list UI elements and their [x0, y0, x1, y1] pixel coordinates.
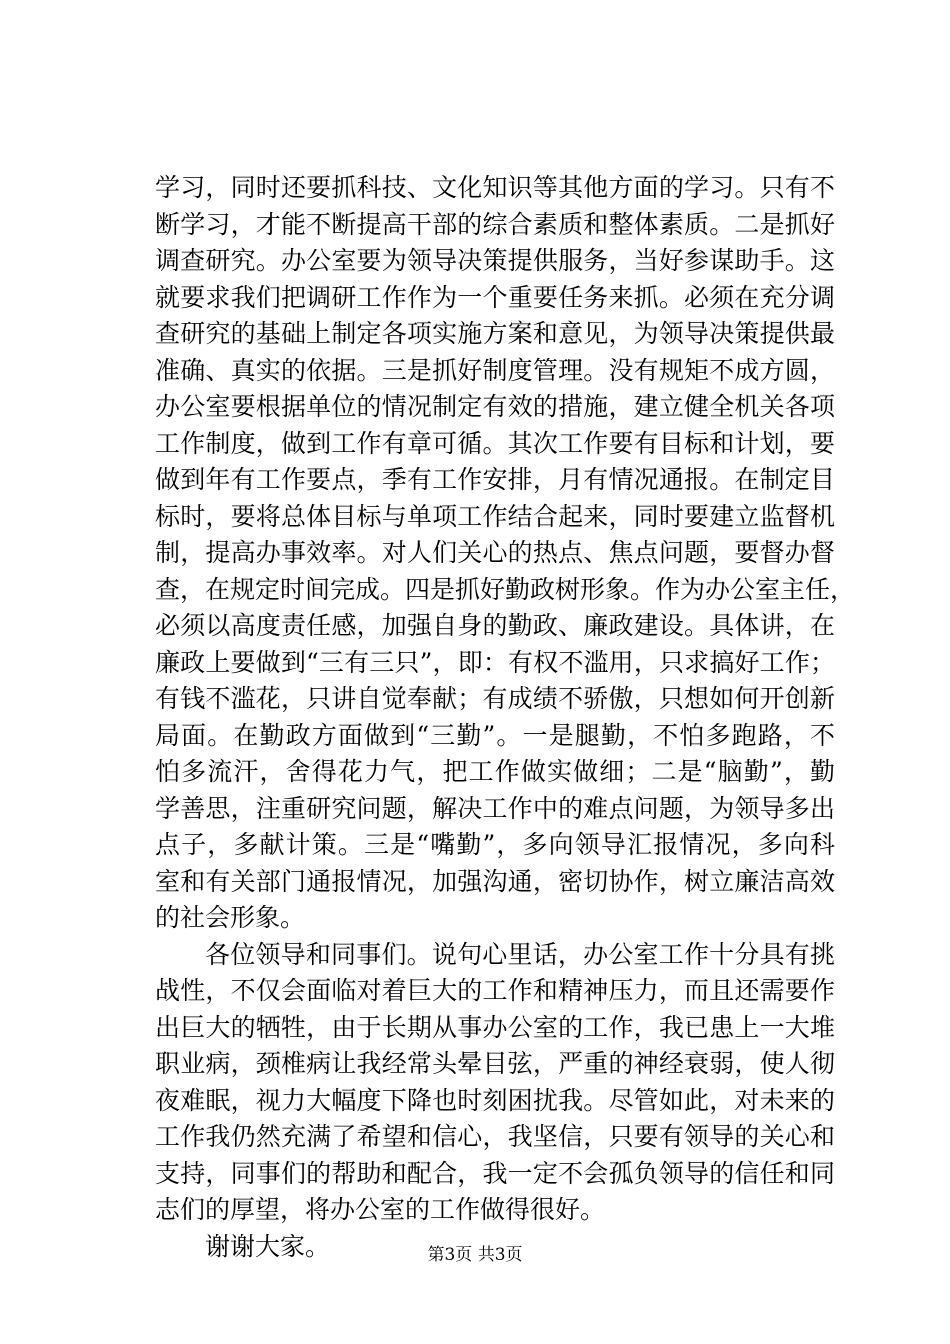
text-line: 查研究的基础上制定各项实施方案和意见，为领导决策提供最: [155, 319, 835, 348]
text-line: 调查研究。办公室要为领导决策提供服务，当好参谋助手。这: [155, 246, 835, 275]
text-line: 局面。在勤政方面做到“三勤”。一是腿勤，不怕多跑路，不: [155, 720, 835, 750]
text-line: 断学习，才能不断提高干部的综合素质和整体素质。二是抓好: [155, 209, 835, 239]
text-line: 做到年有工作要点，季有工作安排，月有情况通报。在制定目: [155, 465, 835, 494]
text-line: 谢谢大家。: [205, 1231, 331, 1261]
text-line: 学善思，注重研究问题，解决工作中的难点问题，为领导多出: [155, 793, 835, 823]
text-line: 支持，同事们的帮助和配合，我一定不会孤负领导的信任和同: [155, 1158, 835, 1188]
text-line: 怕多流汗，舍得花力气，把工作做实做细；二是“脑勤”，勤: [155, 757, 835, 786]
text-line: 的社会形象。: [155, 903, 306, 932]
text-line: 有钱不滥花，只讲自觉奉献；有成绩不骄傲，只想如何开创新: [155, 684, 835, 713]
text-line: 战性，不仅会面临对着巨大的工作和精神压力，而且还需要作: [155, 976, 835, 1005]
text-line: 准确、真实的依据。三是抓好制度管理。没有规矩不成方圆，: [155, 355, 835, 385]
text-line: 办公室要根据单位的情况制定有效的措施，建立健全机关各项: [155, 392, 835, 421]
paragraph-1: [155, 170, 856, 937]
text-line: 学习，同时还要抓科技、文化知识等其他方面的学习。只有不: [155, 173, 835, 202]
text-line: 志们的厚望，将办公室的工作做得很好。: [155, 1195, 606, 1224]
text-line: 必须以高度责任感，加强自身的勤政、廉政建设。具体讲，在: [155, 611, 835, 640]
paragraph-2: [155, 937, 835, 1229]
text-line: 就要求我们把调研工作作为一个重要任务来抓。必须在充分调: [155, 282, 835, 312]
text-line: 工作我仍然充满了希望和信心，我坚信，只要有领导的关心和: [155, 1122, 835, 1151]
text-line: 点子，多献计策。三是“嘴勤”，多向领导汇报情况，多向科: [155, 830, 835, 859]
page-number-footer: 第3页 共3页: [427, 1245, 523, 1265]
text-line: 工作制度，做到工作有章可循。其次工作要有目标和计划，要: [155, 428, 835, 458]
document-body: [155, 170, 856, 1265]
text-line: 标时，要将总体目标与单项工作结合起来，同时要建立监督机: [155, 501, 835, 531]
text-line: 各位领导和同事们。说句心里话，办公室工作十分具有挑: [205, 939, 835, 969]
text-line: 廉政上要做到“三有三只”，即：有权不滥用，只求搞好工作；: [155, 647, 835, 677]
text-line: 室和有关部门通报情况，加强沟通，密切协作，树立廉洁高效: [155, 866, 835, 896]
text-line: 夜难眠，视力大幅度下降也时刻困扰我。尽管如此，对未来的: [155, 1085, 835, 1115]
text-line: 职业病，颈椎病让我经常头晕目弦，严重的神经衰弱，使人彻: [155, 1049, 835, 1078]
text-line: 出巨大的牺牲，由于长期从事办公室的工作，我已患上一大堆: [155, 1012, 835, 1042]
text-line: 制，提高办事效率。对人们关心的热点、焦点问题，要督办督: [155, 538, 835, 567]
text-line: 查，在规定时间完成。四是抓好勤政树形象。作为办公室主任，: [155, 574, 856, 604]
